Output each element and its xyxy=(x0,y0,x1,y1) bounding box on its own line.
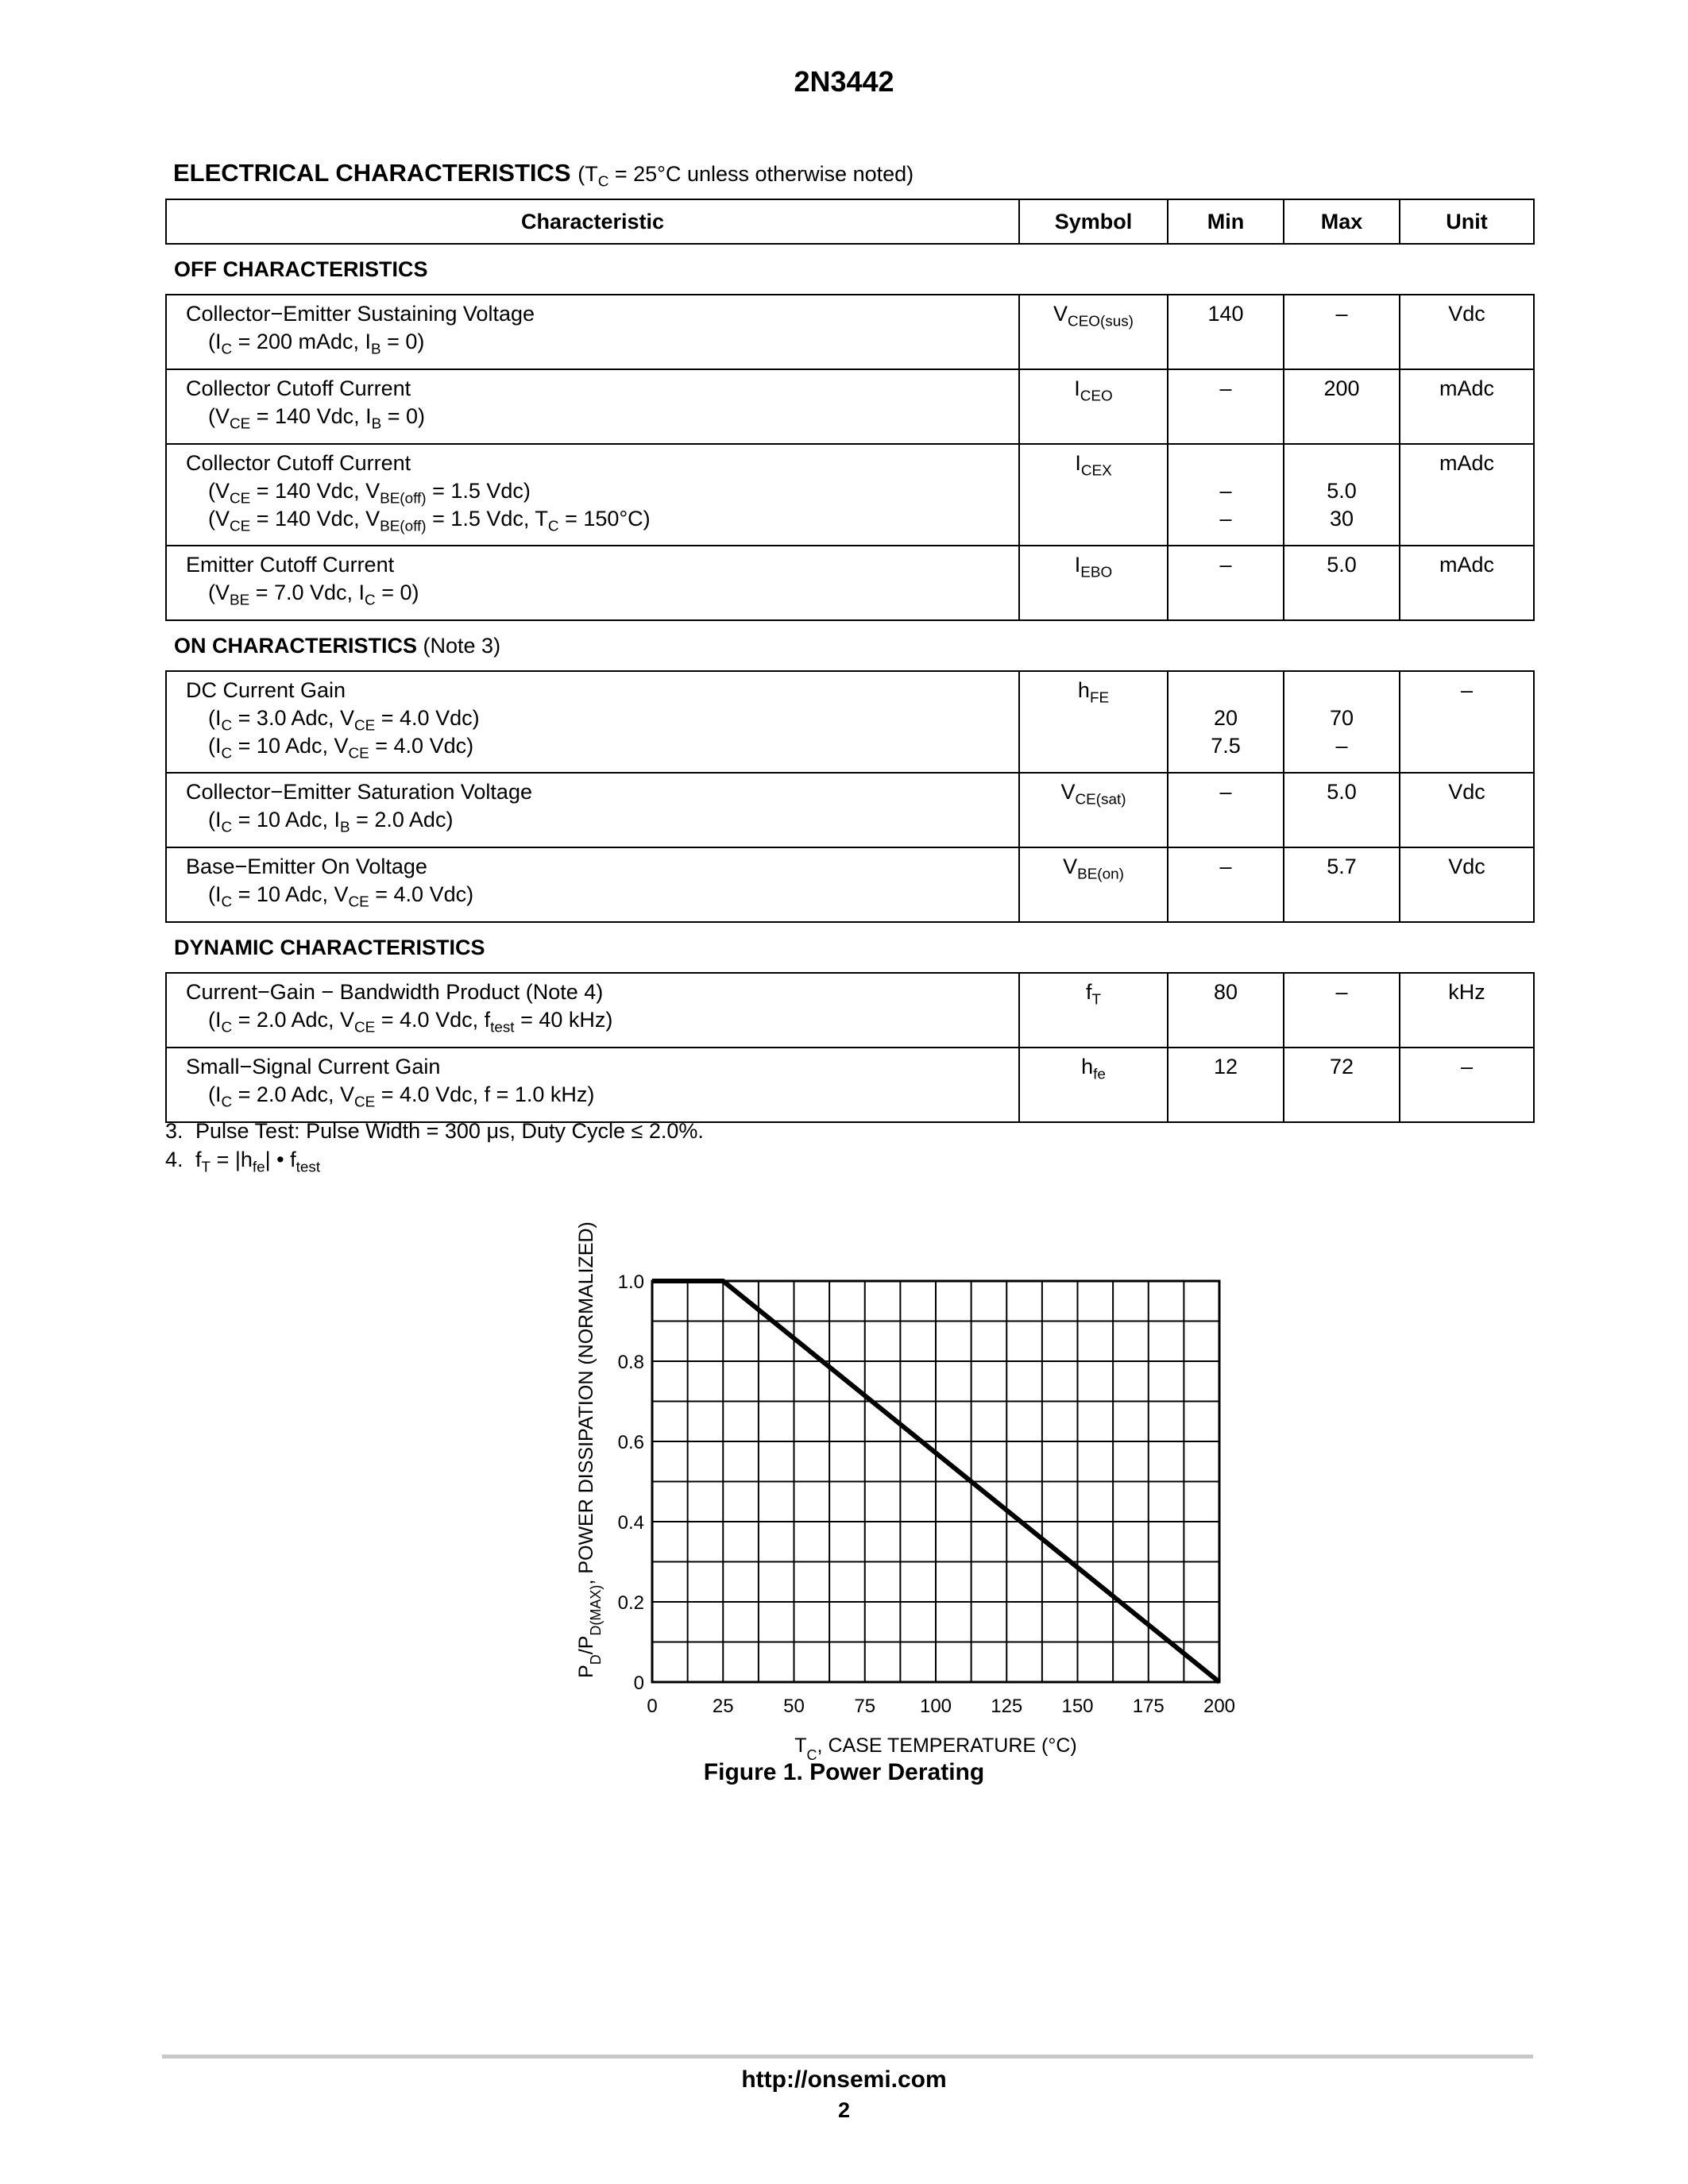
group-dynamic: DYNAMIC CHARACTERISTICS xyxy=(174,935,485,959)
footer-divider xyxy=(162,2055,1533,2059)
footnote-3: 3. Pulse Test: Pulse Width = 300 μs, Duty Cycle ≤ 2.0%. xyxy=(165,1119,704,1143)
y-axis-label: $P_D/P_{D(MAX)}$, POWER DISSIPATION (NORMALIZED) xyxy=(575,1221,604,1678)
x-tick-label: 175 xyxy=(1132,1696,1165,1717)
row-condition: ($I_C = 3.0$ Adc, $V_{CE} = 4.0$ Vdc) xyxy=(208,706,480,735)
row-unit: mAdc xyxy=(1400,546,1534,620)
row-min: – – xyxy=(1168,444,1284,546)
row-condition: ($V_{CE} = 140$ Vdc, $V_{BE(off)} = 1.5$ Vdc, $T_C = 150^\circ C$) xyxy=(208,507,651,535)
x-tick-label: 125 xyxy=(991,1696,1023,1717)
row-min: 140 xyxy=(1168,295,1284,369)
figure-caption: Figure 1. Power Derating xyxy=(703,1759,985,1785)
footer-url[interactable]: http://onsemi.com xyxy=(741,2066,947,2093)
row-condition: ($I_C = 2.0$ Adc, $V_{CE} = 4.0$ Vdc, f = 1.0 kHz) xyxy=(208,1082,595,1111)
row-max: 72 xyxy=(1284,1048,1400,1122)
row-symbol: $V_{CE(sat)}$ xyxy=(1019,773,1168,847)
row-max: 200 xyxy=(1284,369,1400,444)
row-condition: ($I_C = 2.0$ Adc, $V_{CE} = 4.0$ Vdc, $f_{test} = 40$ kHz) xyxy=(208,1008,613,1036)
row-symbol: $h_{FE}$ xyxy=(1019,671,1168,773)
row-max: 5.7 xyxy=(1284,847,1400,922)
row-unit: kHz xyxy=(1400,973,1534,1048)
header-characteristic: Characteristic xyxy=(166,199,1019,244)
row-min: – xyxy=(1168,847,1284,922)
row-min: – xyxy=(1168,773,1284,847)
x-tick-label: 150 xyxy=(1061,1696,1094,1717)
row-name: Collector−Emitter Saturation Voltage xyxy=(186,780,532,804)
row-symbol: $I_{CEO}$ xyxy=(1019,369,1168,444)
row-unit: mAdc xyxy=(1400,369,1534,444)
header-min: Min xyxy=(1168,199,1284,244)
x-axis-label: $T_C$, CASE TEMPERATURE (°C) xyxy=(794,1734,1077,1763)
header-unit: Unit xyxy=(1400,199,1534,244)
page-number: 2 xyxy=(837,2098,851,2122)
row-symbol: $I_{EBO}$ xyxy=(1019,546,1168,620)
header-max: Max xyxy=(1284,199,1400,244)
x-tick-label: 75 xyxy=(854,1696,876,1717)
row-max: 5.0 30 xyxy=(1284,444,1400,546)
y-tick-label: 0.8 xyxy=(617,1352,644,1373)
row-max: – xyxy=(1284,295,1400,369)
row-symbol: $V_{BE(on)}$ xyxy=(1019,847,1168,922)
y-tick-label: 0.2 xyxy=(617,1592,644,1614)
row-symbol: $f_T$ xyxy=(1019,973,1168,1048)
y-tick-label: 0.4 xyxy=(617,1512,644,1534)
header-symbol: Symbol xyxy=(1019,199,1168,244)
row-symbol: $h_{fe}$ xyxy=(1019,1048,1168,1122)
part-number-title: 2N3442 xyxy=(794,65,894,98)
row-name: Emitter Cutoff Current xyxy=(186,553,395,577)
row-min: 12 xyxy=(1168,1048,1284,1122)
y-tick-label: 1.0 xyxy=(617,1271,644,1293)
row-unit: – xyxy=(1400,1048,1534,1122)
row-name: DC Current Gain xyxy=(186,678,346,702)
group-off: OFF CHARACTERISTICS xyxy=(174,257,428,281)
x-tick-label: 100 xyxy=(919,1696,952,1717)
y-tick-label: 0.6 xyxy=(617,1432,644,1453)
x-tick-label: 25 xyxy=(712,1696,734,1717)
row-symbol: $I_{CEX}$ xyxy=(1019,444,1168,546)
x-tick-label: 0 xyxy=(647,1696,658,1717)
row-unit: Vdc xyxy=(1400,847,1534,922)
row-condition: ($I_C = 10$ Adc, $V_{CE} = 4.0$ Vdc) xyxy=(208,734,474,762)
y-tick-label: 0 xyxy=(633,1673,644,1694)
x-tick-label: 50 xyxy=(783,1696,805,1717)
row-name: Collector−Emitter Sustaining Voltage xyxy=(186,302,535,326)
row-unit: mAdc xyxy=(1400,444,1534,546)
row-unit: Vdc xyxy=(1400,773,1534,847)
row-min: 80 xyxy=(1168,973,1284,1048)
row-max: – xyxy=(1284,973,1400,1048)
row-name: Base−Emitter On Voltage xyxy=(186,855,427,878)
row-symbol: $V_{CEO(sus)}$ xyxy=(1019,295,1168,369)
row-name: Collector Cutoff Current xyxy=(186,451,411,475)
section-title-text: ELECTRICAL CHARACTERISTICS xyxy=(173,159,571,187)
row-condition: ($I_C = 10$ Adc, $V_{CE} = 4.0$ Vdc) xyxy=(208,882,474,911)
row-condition: ($V_{CE} = 140$ Vdc, $I_B = 0$) xyxy=(208,404,425,433)
row-condition: ($I_C = 200$ mAdc, $I_B = 0$) xyxy=(208,330,425,358)
row-condition: ($V_{CE} = 140$ Vdc, $V_{BE(off)} = 1.5$ Vdc) xyxy=(208,479,531,507)
row-name: Small−Signal Current Gain xyxy=(186,1055,441,1078)
row-min: – xyxy=(1168,369,1284,444)
section-condition: ($T_C = 25^\circ C$ unless otherwise noted) xyxy=(577,162,914,191)
row-condition: ($I_C = 10$ Adc, $I_B = 2.0$ Adc) xyxy=(208,808,454,836)
footnote-4: 4. $f_T = |h_{fe}|$ • $f_{test}$ xyxy=(165,1148,321,1176)
row-max: 70 – xyxy=(1284,671,1400,773)
row-name: Collector Cutoff Current xyxy=(186,376,411,400)
group-on: ON CHARACTERISTICS (Note 3) xyxy=(174,633,501,658)
row-max: 5.0 xyxy=(1284,546,1400,620)
row-unit: – xyxy=(1400,671,1534,773)
row-min: 20 7.5 xyxy=(1168,671,1284,773)
row-max: 5.0 xyxy=(1284,773,1400,847)
row-name: Current−Gain − Bandwidth Product (Note 4) xyxy=(186,980,604,1004)
row-condition: ($V_{BE} = 7.0$ Vdc, $I_C = 0$) xyxy=(208,581,419,609)
row-min: – xyxy=(1168,546,1284,620)
x-tick-label: 200 xyxy=(1203,1696,1236,1717)
row-unit: Vdc xyxy=(1400,295,1534,369)
